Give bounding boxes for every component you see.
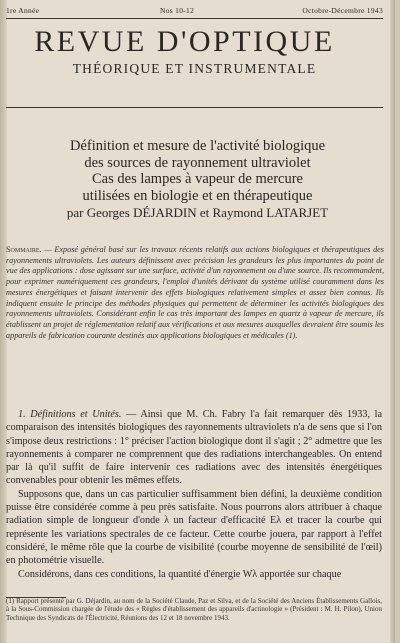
paragraph-text: — Ainsi que M. Ch. Fabry l'a fait remarquer dès 1933, la comparaison des intensités biologiques des rayonnements ultraviolets n'a de sens que si l'on s'impose deux restrictions : 1° préciser l'action biologique dont il s'agit ; 2° admettre que les rayonnements à comparer ne comprennent que des radiations interchangeables. On entend par là qu'il suffit de faire intervenir ces radiations avec des intensités énergétiques convenables pour obtenir les mêmes effets.: [6, 409, 382, 487]
title-line: Cas des lampes à vapeur de mercure: [92, 171, 303, 187]
header-year: 1re Année: [6, 6, 40, 15]
footnote: (1) Rapport présenté par G. Déjardin, au nom de la Société Claude, Paz et Silva, et de la Société des Anciens Établissements Gallois, à la Sous-Commission chargée de l'étude des « Règles d'établissement des appareils d'actinologie » (Président : M. H. Pilon), Union Technique des Syndicats de l'Électricité, Réunions des 12 et 18 novembre 1943.: [6, 597, 382, 622]
title-line: utilisées en biologie et en thérapeutique: [82, 187, 313, 204]
body-paragraph: [6, 408, 382, 488]
page-edge-shadow: [390, 0, 395, 643]
article-body: [6, 408, 382, 581]
header-number: Nos 10-12: [160, 6, 195, 15]
masthead-rule: [6, 107, 383, 108]
journal-subtitle: THÉORIQUE ET INSTRUMENTALE: [72, 61, 317, 76]
body-paragraph: Considérons, dans ces conditions, la quantité d'énergie Wλ apportée sur chaque: [18, 568, 342, 580]
article-authors: par Georges DÉJARDIN et Raymond LATARJET: [66, 205, 329, 220]
article-title: [20, 138, 375, 222]
journal-name: REVUE D'OPTIQUE: [34, 25, 335, 58]
title-line: des sources de rayonnement ultraviolet: [84, 154, 311, 171]
abstract-lead: Sommaire.: [6, 245, 42, 254]
masthead: [0, 25, 389, 77]
abstract-text: — Exposé général basé sur les travaux récents relatifs aux actions biologiques et thérapeutiques des rayonnements ultraviolets. Les auteurs définissent avec précision les grandeurs les plus importantes du point de vue des applications : dose agissant sur une surface, activité d'un rayonnement ou d'une source. Ils recommandent, pour exprimer numériquement ces grandeurs, l'emploi d'unités dérivant du système utilisé couramment dans les mesures énergétiques et faisant intervenir des effets biologiques relativement simples et assez bien connus. Ils indiquent ensuite le principe des méthodes physiques qui permettent de déterminer les activités biologiques des rayonnements ultraviolets. Considérant enfin le cas très important des lampes en quartz à vapeur de mercure, ils établissent un projet de réglementation relatif aux vérifications et aux mesures auxquelles devraient être soumis les appareils de fabrication courante destinés aux applications biologiques et médicales (1).: [6, 245, 384, 340]
section-heading: 1. Définitions et Unités.: [18, 409, 122, 420]
title-line: Définition et mesure de l'activité biologique: [69, 138, 326, 154]
header-rule: [6, 18, 383, 19]
abstract: [6, 245, 384, 341]
body-paragraph: Supposons que, dans un cas particulier suffisamment bien défini, la deuxième condition puisse être considérée comme à peu près satisfaite. Nous pourrons alors attribuer à chaque radiation simple de longueur d'onde λ un facteur d'efficacité Eλ et tracer la courbe qui représente les variations spectrales de ce facteur. Cette courbe jouera, par rapport à l'effet considéré, le même rôle que la courbe de visibilité (courbe moyenne de sensibilité de l'œil) en photométrie visuelle.: [6, 488, 382, 567]
header-date: Octobre-Décembre 1943: [302, 6, 383, 15]
